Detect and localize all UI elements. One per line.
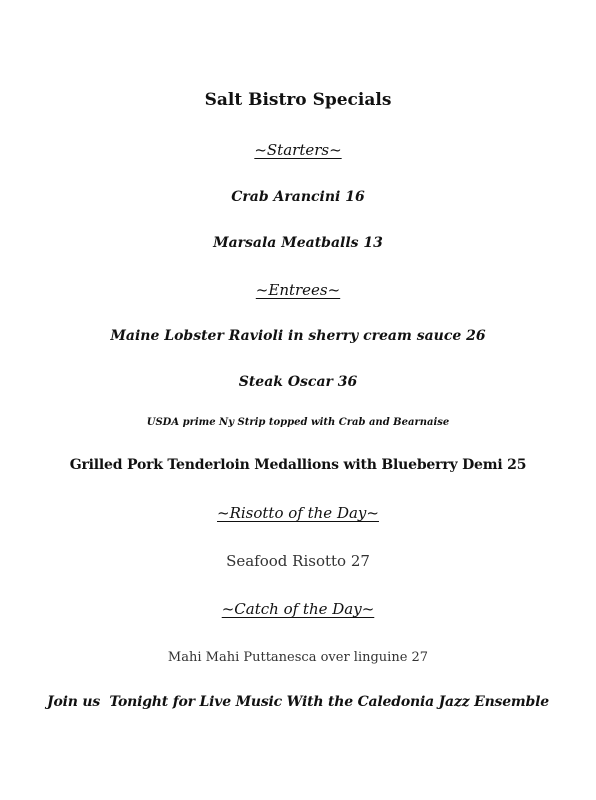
footer-live-music: Join us Tonight for Live Music With the Caledonia Jazz Ensemble: [47, 694, 549, 710]
menu-item-mahi-mahi: Mahi Mahi Puttanesca over linguine 27: [167, 650, 429, 665]
menu-item-steak-oscar-description: USDA prime Ny Strip topped with Crab and Bearnaise: [146, 417, 450, 428]
menu-title: Salt Bistro Specials: [204, 90, 392, 110]
menu-item-seafood-risotto: Seafood Risotto 27: [226, 552, 370, 570]
menu-item-crab-arancini: Crab Arancini 16: [231, 189, 365, 205]
section-heading-catch: ~Catch of the Day~: [221, 600, 375, 618]
section-heading-entrees: ~Entrees~: [255, 281, 341, 299]
menu-item-steak-oscar: Steak Oscar 36: [238, 374, 358, 390]
section-heading-risotto: ~Risotto of the Day~: [217, 504, 379, 522]
menu-item-lobster-ravioli: Maine Lobster Ravioli in sherry cream sauce 26: [110, 328, 486, 344]
section-heading-starters: ~Starters~: [254, 141, 342, 159]
menu-item-marsala-meatballs: Marsala Meatballs 13: [213, 235, 383, 251]
menu-item-pork-tenderloin: Grilled Pork Tenderloin Medallions with Blueberry Demi 25: [69, 457, 527, 473]
